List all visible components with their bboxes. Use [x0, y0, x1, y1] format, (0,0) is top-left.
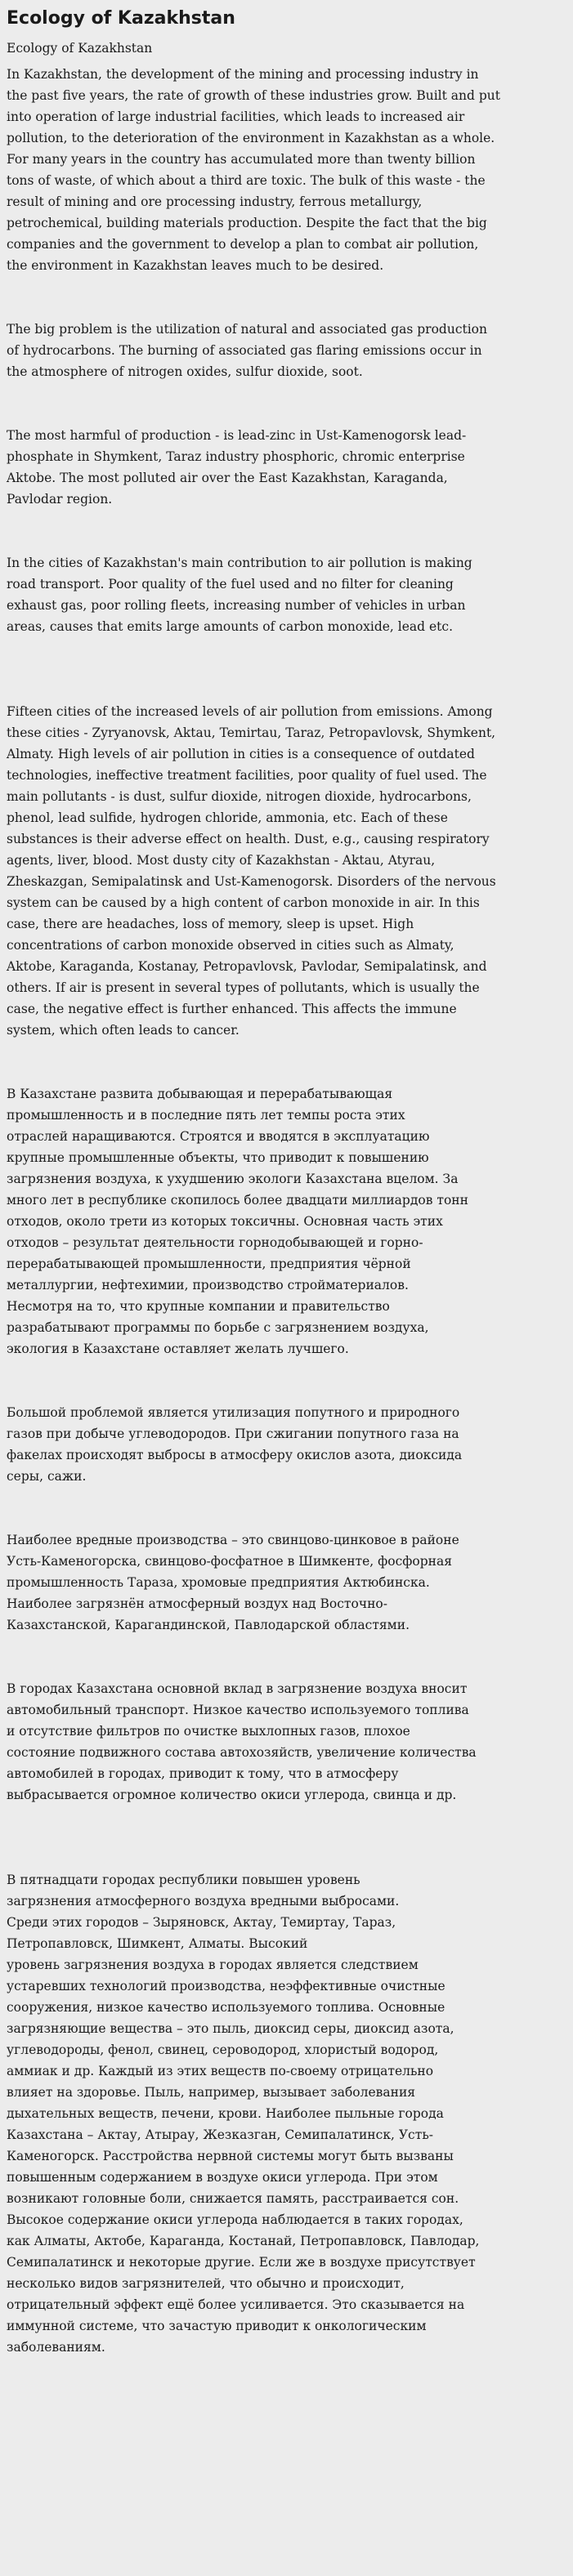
- text-line: Pavlodar region.: [7, 492, 113, 507]
- text-line: the environment in Kazakhstan leaves much to be desired.: [7, 258, 384, 273]
- text-line: system can be caused by a high content of carbon monoxide in air. In this: [7, 895, 480, 910]
- text-line: Петропавловск, Шимкент, Алматы. Высокий: [7, 1936, 308, 1951]
- text-line: аммиак и др. Каждый из этих веществ по-своему отрицательно: [7, 2064, 434, 2078]
- text-line: these cities - Zyryanovsk, Aktau, Temirtau, Taraz, Petropavlovsk, Shymkent,: [7, 725, 496, 740]
- text-line: В городах Казахстана основной вклад в загрязнение воздуха вносит: [7, 1681, 468, 1696]
- en-paragraph-2: [7, 319, 566, 382]
- text-line: возникают головные боли, снижается память, расстраивается сон.: [7, 2191, 459, 2206]
- ru-paragraph-2: [7, 1402, 566, 1487]
- text-line: The most harmful of production - is lead-zinc in Ust-Kamenogorsk lead-: [7, 428, 467, 443]
- text-line: автомобилей в городах, приводит к тому, что в атмосферу: [7, 1766, 399, 1781]
- text-line: Среди этих городов – Зыряновск, Актау, Темиртау, Тараз,: [7, 1915, 396, 1930]
- text-line: перерабатывающей промышленности, предприятия чёрной: [7, 1257, 411, 1271]
- text-line: серы, сажи.: [7, 1469, 87, 1484]
- en-paragraph-3: [7, 425, 566, 510]
- text-line: petrochemical, building materials production. Despite the fact that the big: [7, 216, 487, 230]
- text-line: загрязняющие вещества – это пыль, диоксид серы, диоксид азота,: [7, 2021, 454, 2036]
- text-line: Большой проблемой является утилизация попутного и природного: [7, 1405, 460, 1420]
- page-subtitle: Ecology of Kazakhstan: [7, 41, 153, 56]
- text-line: road transport. Poor quality of the fuel used and no filter for cleaning: [7, 577, 454, 592]
- text-line: Fifteen cities of the increased levels of air pollution from emissions. Among: [7, 704, 493, 719]
- text-line: металлургии, нефтехимии, производство стройматериалов.: [7, 1278, 409, 1292]
- text-line: agents, liver, blood. Most dusty city of Kazakhstan - Aktau, Atyrau,: [7, 853, 436, 868]
- text-line: автомобильный транспорт. Низкое качество используемого топлива: [7, 1703, 469, 1717]
- text-line: отходов, около трети из которых токсичны. Основная часть этих: [7, 1214, 443, 1229]
- text-line: Наиболее вредные производства – это свинцово-цинковое в районе: [7, 1533, 459, 1547]
- text-line: иммунной системе, что зачастую приводит к онкологическим: [7, 2319, 427, 2333]
- text-line: companies and the government to develop a plan to combat air pollution,: [7, 237, 479, 252]
- text-line: влияет на здоровье. Пыль, например, вызывает заболевания: [7, 2085, 416, 2100]
- text-line: много лет в республике скопилось более двадцати миллиардов тонн: [7, 1193, 468, 1208]
- text-line: промышленность Тараза, хромовые предприятия Актюбинска.: [7, 1575, 430, 1590]
- text-line: system, which often leads to cancer.: [7, 1023, 239, 1038]
- text-line: For many years in the country has accumulated more than twenty billion: [7, 152, 476, 167]
- page-title: Ecology of Kazakhstan: [7, 8, 235, 29]
- text-line: phenol, lead sulfide, hydrogen chloride, ammonia, etc. Each of these: [7, 810, 448, 825]
- text-line: разрабатывают программы по борьбе с загрязнением воздуха,: [7, 1320, 429, 1335]
- text-line: case, the negative effect is further enhanced. This affects the immune: [7, 1002, 457, 1016]
- ru-paragraph-1: [7, 1083, 566, 1359]
- text-line: устаревших технологий производства, неэффективные очистные: [7, 1979, 445, 1993]
- text-line: газов при добыче углеводородов. При сжигании попутного газа на: [7, 1426, 459, 1441]
- text-line: Almaty. High levels of air pollution in cities is a consequence of outdated: [7, 747, 475, 761]
- en-paragraph-1: [7, 64, 566, 276]
- text-line: повышенным содержанием в воздухе окиси углерода. При этом: [7, 2170, 438, 2185]
- text-line: The big problem is the utilization of natural and associated gas production: [7, 322, 488, 337]
- text-line: экология в Казахстане оставляет желать лучшего.: [7, 1342, 349, 1356]
- text-line: В пятнадцати городах республики повышен уровень: [7, 1873, 360, 1887]
- text-line: exhaust gas, poor rolling fleets, increasing number of vehicles in urban: [7, 598, 466, 613]
- text-line: загрязнения атмосферного воздуха вредными выбросами.: [7, 1894, 400, 1909]
- text-line: In Kazakhstan, the development of the mining and processing industry in: [7, 67, 479, 82]
- text-line: Каменогорск. Расстройства нервной системы могут быть вызваны: [7, 2149, 454, 2163]
- text-line: substances is their adverse effect on health. Dust, e.g., causing respiratory: [7, 832, 490, 846]
- text-line: Несмотря на то, что крупные компании и правительство: [7, 1299, 390, 1314]
- ru-paragraph-4: [7, 1678, 566, 1806]
- text-line: дыхательных веществ, печени, крови. Наиболее пыльные города: [7, 2106, 444, 2121]
- text-line: загрязнения воздуха, к ухудшению экологи Казахстана вцелом. За: [7, 1172, 459, 1186]
- text-line: concentrations of carbon monoxide observed in cities such as Almaty,: [7, 938, 454, 953]
- text-line: case, there are headaches, loss of memory, sleep is upset. High: [7, 917, 414, 931]
- ru-paragraph-5: [7, 1869, 566, 2358]
- text-line: pollution, to the deterioration of the environment in Kazakhstan as a whole.: [7, 131, 495, 145]
- text-line: into operation of large industrial facilities, which leads to increased air: [7, 109, 465, 124]
- text-line: уровень загрязнения воздуха в городах является следствием: [7, 1958, 419, 1972]
- text-line: Высокое содержание окиси углерода наблюдается в таких городах,: [7, 2212, 463, 2227]
- text-line: Aktobe. The most polluted air over the East Kazakhstan, Karaganda,: [7, 471, 448, 485]
- text-line: отраслей наращиваются. Строятся и вводятся в эксплуатацию: [7, 1129, 430, 1144]
- text-line: phosphate in Shymkent, Taraz industry phosphoric, chromic enterprise: [7, 449, 465, 464]
- text-line: В Казахстане развита добывающая и перерабатывающая: [7, 1087, 393, 1101]
- text-line: факелах происходят выбросы в атмосферу окислов азота, диоксида: [7, 1448, 463, 1462]
- en-paragraph-5: [7, 701, 566, 1041]
- text-line: tons of waste, of which about a third are toxic. The bulk of this waste - the: [7, 173, 486, 188]
- text-line: main pollutants - is dust, sulfur dioxide, nitrogen dioxide, hydrocarbons,: [7, 789, 472, 804]
- text-line: technologies, ineffective treatment facilities, poor quality of fuel used. The: [7, 768, 487, 783]
- text-line: areas, causes that emits large amounts of carbon monoxide, lead etc.: [7, 619, 454, 634]
- text-line: of hydrocarbons. The burning of associated gas flaring emissions occur in: [7, 343, 482, 358]
- article-body: [7, 64, 566, 2358]
- en-paragraph-4: [7, 552, 566, 637]
- text-line: как Алматы, Актобе, Караганда, Костанай, Петропавловск, Павлодар,: [7, 2234, 480, 2248]
- text-line: In the cities of Kazakhstan's main contribution to air pollution is making: [7, 556, 472, 570]
- text-line: Наиболее загрязнён атмосферный воздух над Восточно-: [7, 1596, 387, 1611]
- text-line: выбрасывается огромное количество окиси углерода, свинца и др.: [7, 1788, 457, 1802]
- text-line: others. If air is present in several types of pollutants, which is usually the: [7, 980, 480, 995]
- text-line: result of mining and ore processing industry, ferrous metallurgy,: [7, 194, 423, 209]
- text-line: Семипалатинск и некоторые другие. Если же в воздухе присутствует: [7, 2255, 476, 2270]
- text-line: заболеваниям.: [7, 2340, 105, 2355]
- text-line: крупные промышленные объекты, что приводит к повышению: [7, 1150, 429, 1165]
- ru-paragraph-3: [7, 1529, 566, 1636]
- text-line: Zheskazgan, Semipalatinsk and Ust-Kamenogorsk. Disorders of the nervous: [7, 874, 496, 889]
- text-line: состояние подвижного состава автохозяйств, увеличение количества: [7, 1745, 477, 1760]
- text-line: Aktobe, Karaganda, Kostanay, Petropavlovsk, Pavlodar, Semipalatinsk, and: [7, 959, 487, 974]
- text-line: углеводороды, фенол, свинец, сероводород, хлористый водород,: [7, 2042, 439, 2057]
- text-line: the past five years, the rate of growth of these industries grow. Built and put: [7, 88, 501, 103]
- text-line: и отсутствие фильтров по очистке выхлопных газов, плохое: [7, 1724, 410, 1739]
- text-line: Казахстанской, Карагандинской, Павлодарской областями.: [7, 1618, 410, 1632]
- text-line: сооружения, низкое качество используемого топлива. Основные: [7, 2000, 445, 2015]
- text-line: промышленность и в последние пять лет темпы роста этих: [7, 1108, 405, 1123]
- text-line: Казахстана – Актау, Атырау, Жезказган, Семипалатинск, Усть-: [7, 2127, 433, 2142]
- text-line: Усть-Каменогорска, свинцово-фосфатное в Шимкенте, фосфорная: [7, 1554, 453, 1569]
- text-line: the atmosphere of nitrogen oxides, sulfur dioxide, soot.: [7, 364, 363, 379]
- text-line: отрицательный эффект ещё более усиливается. Это сказывается на: [7, 2297, 465, 2312]
- text-line: отходов – результат деятельности горнодобывающей и горно-: [7, 1235, 423, 1250]
- text-line: несколько видов загрязнителей, что обычно и происходит,: [7, 2276, 405, 2291]
